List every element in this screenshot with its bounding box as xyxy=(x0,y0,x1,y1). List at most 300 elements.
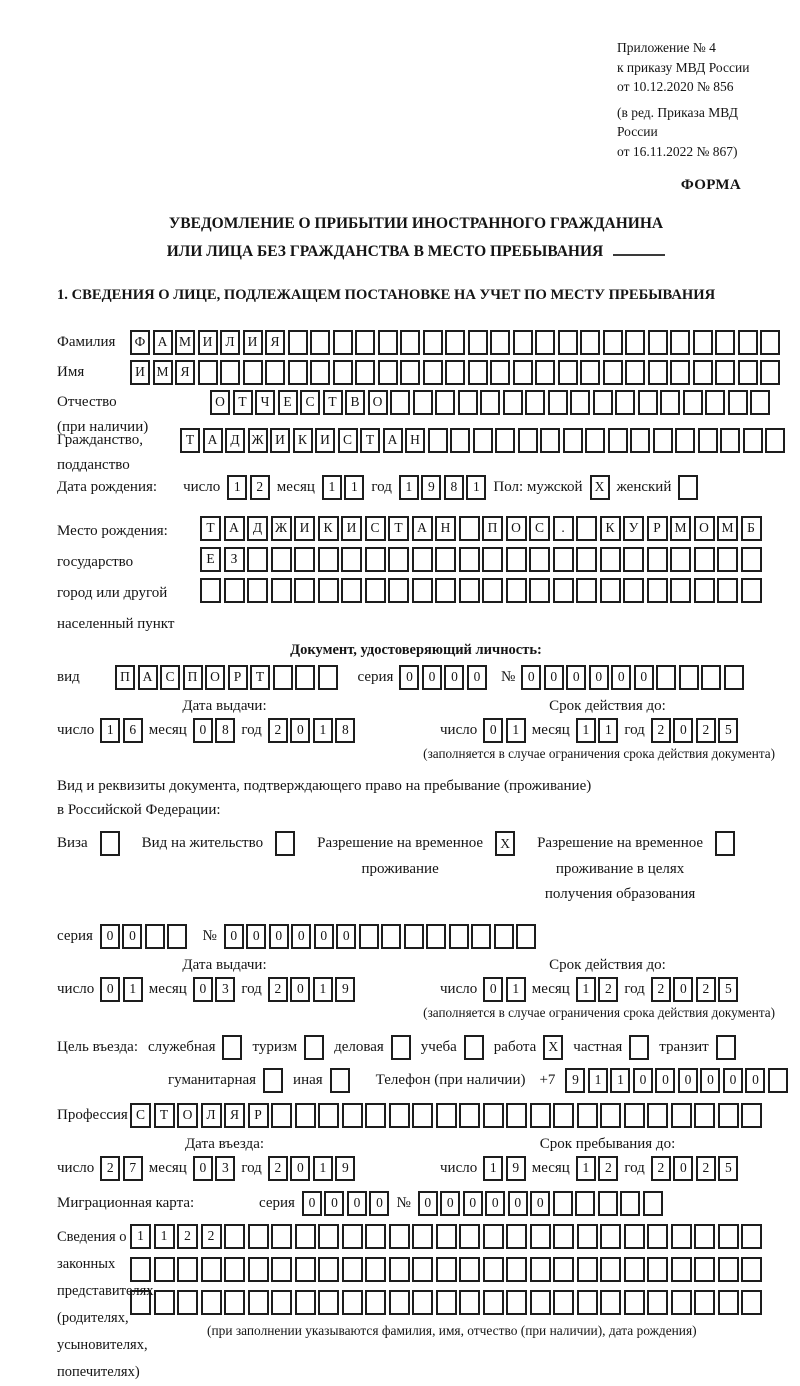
form-cell[interactable] xyxy=(341,547,362,572)
form-cell[interactable] xyxy=(220,360,240,385)
form-cell[interactable] xyxy=(167,924,187,949)
form-cell[interactable]: 1 xyxy=(123,977,143,1002)
form-cell[interactable] xyxy=(693,330,713,355)
form-cell[interactable]: О xyxy=(694,516,715,541)
form-cell[interactable]: 2 xyxy=(250,475,270,500)
form-cell[interactable] xyxy=(295,1224,316,1249)
form-cell[interactable]: 2 xyxy=(201,1224,222,1249)
form-cell[interactable] xyxy=(459,1224,480,1249)
form-cell[interactable] xyxy=(553,1103,574,1128)
form-cell[interactable]: О xyxy=(205,665,225,690)
form-cell[interactable] xyxy=(224,1224,245,1249)
form-cell[interactable]: X xyxy=(543,1035,563,1060)
form-cell[interactable]: 0 xyxy=(193,718,213,743)
form-cell[interactable]: Н xyxy=(405,428,425,453)
form-cell[interactable] xyxy=(738,330,758,355)
form-cell[interactable] xyxy=(243,360,263,385)
form-cell[interactable]: А xyxy=(138,665,158,690)
form-cell[interactable] xyxy=(529,547,550,572)
form-cell[interactable] xyxy=(288,360,308,385)
form-cell[interactable] xyxy=(715,330,735,355)
form-cell[interactable] xyxy=(553,547,574,572)
form-cell[interactable] xyxy=(506,1290,527,1315)
form-cell[interactable] xyxy=(670,330,690,355)
form-cell[interactable] xyxy=(506,1257,527,1282)
form-cell[interactable]: 1 xyxy=(130,1224,151,1249)
form-cell[interactable] xyxy=(553,1290,574,1315)
form-cell[interactable] xyxy=(624,1224,645,1249)
form-cell[interactable] xyxy=(271,547,292,572)
form-cell[interactable]: . xyxy=(553,516,574,541)
form-cell[interactable]: 0 xyxy=(673,977,693,1002)
form-cell[interactable] xyxy=(201,1257,222,1282)
form-cell[interactable] xyxy=(576,547,597,572)
form-cell[interactable]: 1 xyxy=(313,1156,333,1181)
form-cell[interactable] xyxy=(648,330,668,355)
form-cell[interactable]: 2 xyxy=(696,977,716,1002)
form-cell[interactable]: И xyxy=(315,428,335,453)
form-cell[interactable] xyxy=(342,1257,363,1282)
form-cell[interactable] xyxy=(458,390,478,415)
form-cell[interactable]: 2 xyxy=(177,1224,198,1249)
form-cell[interactable]: 0 xyxy=(633,1068,653,1093)
form-cell[interactable] xyxy=(100,831,120,856)
form-cell[interactable] xyxy=(412,1290,433,1315)
form-cell[interactable] xyxy=(365,1290,386,1315)
form-cell[interactable]: 0 xyxy=(193,1156,213,1181)
form-cell[interactable]: А xyxy=(412,516,433,541)
form-cell[interactable]: 1 xyxy=(313,718,333,743)
form-cell[interactable]: 0 xyxy=(483,718,503,743)
form-cell[interactable] xyxy=(580,330,600,355)
form-cell[interactable] xyxy=(381,924,401,949)
form-cell[interactable]: Ч xyxy=(255,390,275,415)
form-cell[interactable]: 1 xyxy=(576,718,596,743)
form-cell[interactable]: А xyxy=(383,428,403,453)
form-cell[interactable] xyxy=(436,1257,457,1282)
form-cell[interactable] xyxy=(201,1290,222,1315)
form-cell[interactable]: 1 xyxy=(483,1156,503,1181)
form-cell[interactable] xyxy=(577,1224,598,1249)
form-cell[interactable] xyxy=(760,360,780,385)
form-cell[interactable]: 0 xyxy=(678,1068,698,1093)
form-cell[interactable] xyxy=(450,428,470,453)
form-cell[interactable]: Л xyxy=(201,1103,222,1128)
form-cell[interactable] xyxy=(318,1103,339,1128)
form-cell[interactable] xyxy=(341,578,362,603)
form-cell[interactable] xyxy=(553,578,574,603)
form-cell[interactable] xyxy=(660,390,680,415)
form-cell[interactable] xyxy=(647,578,668,603)
form-cell[interactable] xyxy=(513,330,533,355)
form-cell[interactable]: С xyxy=(338,428,358,453)
form-cell[interactable] xyxy=(391,1035,411,1060)
form-cell[interactable] xyxy=(359,924,379,949)
form-cell[interactable] xyxy=(585,428,605,453)
form-cell[interactable] xyxy=(342,1224,363,1249)
form-cell[interactable] xyxy=(530,1257,551,1282)
form-cell[interactable] xyxy=(400,360,420,385)
form-cell[interactable] xyxy=(741,1290,762,1315)
form-cell[interactable]: Р xyxy=(228,665,248,690)
form-cell[interactable] xyxy=(576,516,597,541)
form-cell[interactable] xyxy=(483,1224,504,1249)
form-cell[interactable]: 3 xyxy=(215,977,235,1002)
form-cell[interactable] xyxy=(330,1068,350,1093)
form-cell[interactable] xyxy=(435,547,456,572)
form-cell[interactable]: 0 xyxy=(566,665,586,690)
form-cell[interactable] xyxy=(670,547,691,572)
form-cell[interactable] xyxy=(600,547,621,572)
form-cell[interactable] xyxy=(288,330,308,355)
form-cell[interactable] xyxy=(378,360,398,385)
form-cell[interactable]: 1 xyxy=(610,1068,630,1093)
form-cell[interactable]: 1 xyxy=(100,718,120,743)
form-cell[interactable]: В xyxy=(345,390,365,415)
form-cell[interactable] xyxy=(670,360,690,385)
form-cell[interactable] xyxy=(580,360,600,385)
form-cell[interactable] xyxy=(698,428,718,453)
form-cell[interactable] xyxy=(318,665,338,690)
form-cell[interactable] xyxy=(333,360,353,385)
form-cell[interactable]: Т xyxy=(200,516,221,541)
form-cell[interactable]: 1 xyxy=(399,475,419,500)
form-cell[interactable] xyxy=(248,1257,269,1282)
form-cell[interactable]: X xyxy=(495,831,515,856)
form-cell[interactable]: 2 xyxy=(268,977,288,1002)
form-cell[interactable] xyxy=(671,1257,692,1282)
form-cell[interactable]: 2 xyxy=(696,1156,716,1181)
form-cell[interactable]: Я xyxy=(265,330,285,355)
form-cell[interactable] xyxy=(483,1103,504,1128)
form-cell[interactable]: 0 xyxy=(634,665,654,690)
form-cell[interactable]: 0 xyxy=(290,718,310,743)
form-cell[interactable] xyxy=(389,1257,410,1282)
form-cell[interactable]: И xyxy=(341,516,362,541)
form-cell[interactable] xyxy=(355,330,375,355)
form-cell[interactable] xyxy=(653,428,673,453)
form-cell[interactable] xyxy=(678,475,698,500)
form-cell[interactable]: 1 xyxy=(154,1224,175,1249)
form-cell[interactable] xyxy=(647,1103,668,1128)
form-cell[interactable]: 1 xyxy=(588,1068,608,1093)
form-cell[interactable]: Д xyxy=(247,516,268,541)
form-cell[interactable] xyxy=(718,1257,739,1282)
form-cell[interactable]: 1 xyxy=(576,977,596,1002)
form-cell[interactable] xyxy=(671,1290,692,1315)
form-cell[interactable]: Т xyxy=(388,516,409,541)
form-cell[interactable]: 1 xyxy=(506,977,526,1002)
form-cell[interactable] xyxy=(389,1290,410,1315)
form-cell[interactable]: Р xyxy=(248,1103,269,1128)
form-cell[interactable]: Т xyxy=(360,428,380,453)
form-cell[interactable] xyxy=(506,1103,527,1128)
form-cell[interactable] xyxy=(506,547,527,572)
form-cell[interactable]: 1 xyxy=(466,475,486,500)
form-cell[interactable] xyxy=(563,428,583,453)
form-cell[interactable] xyxy=(388,578,409,603)
form-cell[interactable]: 0 xyxy=(673,718,693,743)
form-cell[interactable]: 7 xyxy=(123,1156,143,1181)
form-cell[interactable]: Ф xyxy=(130,330,150,355)
form-cell[interactable]: 0 xyxy=(589,665,609,690)
form-cell[interactable]: Ж xyxy=(248,428,268,453)
form-cell[interactable] xyxy=(389,1103,410,1128)
form-cell[interactable] xyxy=(247,547,268,572)
form-cell[interactable]: 0 xyxy=(246,924,266,949)
form-cell[interactable] xyxy=(473,428,493,453)
form-cell[interactable]: 0 xyxy=(611,665,631,690)
form-cell[interactable] xyxy=(743,428,763,453)
form-cell[interactable] xyxy=(483,1257,504,1282)
form-cell[interactable] xyxy=(468,360,488,385)
form-cell[interactable]: 0 xyxy=(467,665,487,690)
form-cell[interactable] xyxy=(647,1257,668,1282)
form-cell[interactable] xyxy=(304,1035,324,1060)
form-cell[interactable] xyxy=(388,547,409,572)
form-cell[interactable] xyxy=(318,578,339,603)
form-cell[interactable] xyxy=(271,1257,292,1282)
form-cell[interactable]: 0 xyxy=(508,1191,528,1216)
form-cell[interactable]: О xyxy=(368,390,388,415)
form-cell[interactable] xyxy=(768,1068,788,1093)
form-cell[interactable]: 8 xyxy=(215,718,235,743)
form-cell[interactable] xyxy=(482,578,503,603)
form-cell[interactable]: Я xyxy=(224,1103,245,1128)
form-cell[interactable] xyxy=(525,390,545,415)
form-cell[interactable]: Е xyxy=(200,547,221,572)
form-cell[interactable]: 0 xyxy=(723,1068,743,1093)
form-cell[interactable] xyxy=(333,330,353,355)
form-cell[interactable] xyxy=(593,390,613,415)
form-cell[interactable]: И xyxy=(198,330,218,355)
form-cell[interactable]: З xyxy=(224,547,245,572)
form-cell[interactable] xyxy=(603,360,623,385)
form-cell[interactable]: 1 xyxy=(598,718,618,743)
form-cell[interactable]: 0 xyxy=(122,924,142,949)
form-cell[interactable]: М xyxy=(175,330,195,355)
form-cell[interactable] xyxy=(495,428,515,453)
form-cell[interactable]: 0 xyxy=(347,1191,367,1216)
form-cell[interactable]: 2 xyxy=(598,977,618,1002)
form-cell[interactable]: 0 xyxy=(100,924,120,949)
form-cell[interactable]: 1 xyxy=(576,1156,596,1181)
form-cell[interactable]: 1 xyxy=(313,977,333,1002)
form-cell[interactable] xyxy=(715,831,735,856)
form-cell[interactable]: 9 xyxy=(421,475,441,500)
form-cell[interactable]: Я xyxy=(175,360,195,385)
form-cell[interactable] xyxy=(224,1257,245,1282)
form-cell[interactable] xyxy=(271,1103,292,1128)
form-cell[interactable]: П xyxy=(183,665,203,690)
form-cell[interactable] xyxy=(647,1224,668,1249)
form-cell[interactable]: 8 xyxy=(444,475,464,500)
form-cell[interactable] xyxy=(679,665,699,690)
form-cell[interactable] xyxy=(535,330,555,355)
form-cell[interactable] xyxy=(608,428,628,453)
form-cell[interactable]: М xyxy=(717,516,738,541)
form-cell[interactable]: Т xyxy=(233,390,253,415)
form-cell[interactable]: 2 xyxy=(268,1156,288,1181)
form-cell[interactable] xyxy=(389,1224,410,1249)
form-cell[interactable] xyxy=(577,1103,598,1128)
form-cell[interactable]: 0 xyxy=(193,977,213,1002)
form-cell[interactable]: И xyxy=(130,360,150,385)
form-cell[interactable]: 0 xyxy=(324,1191,344,1216)
form-cell[interactable] xyxy=(436,1224,457,1249)
form-cell[interactable] xyxy=(295,665,315,690)
form-cell[interactable]: И xyxy=(294,516,315,541)
form-cell[interactable] xyxy=(671,1224,692,1249)
form-cell[interactable]: 9 xyxy=(506,1156,526,1181)
form-cell[interactable]: 0 xyxy=(745,1068,765,1093)
form-cell[interactable]: 2 xyxy=(100,1156,120,1181)
form-cell[interactable]: 0 xyxy=(700,1068,720,1093)
form-cell[interactable] xyxy=(294,578,315,603)
form-cell[interactable] xyxy=(390,390,410,415)
form-cell[interactable] xyxy=(459,1290,480,1315)
form-cell[interactable] xyxy=(503,390,523,415)
form-cell[interactable] xyxy=(506,1224,527,1249)
form-cell[interactable] xyxy=(576,578,597,603)
form-cell[interactable]: С xyxy=(130,1103,151,1128)
form-cell[interactable] xyxy=(449,924,469,949)
form-cell[interactable] xyxy=(271,1224,292,1249)
form-cell[interactable] xyxy=(490,330,510,355)
form-cell[interactable] xyxy=(318,1224,339,1249)
form-cell[interactable] xyxy=(412,1257,433,1282)
form-cell[interactable] xyxy=(423,330,443,355)
form-cell[interactable]: К xyxy=(318,516,339,541)
form-cell[interactable]: И xyxy=(243,330,263,355)
form-cell[interactable] xyxy=(494,924,514,949)
form-cell[interactable] xyxy=(648,360,668,385)
form-cell[interactable]: Т xyxy=(323,390,343,415)
form-cell[interactable]: Р xyxy=(647,516,668,541)
form-cell[interactable] xyxy=(295,1103,316,1128)
form-cell[interactable] xyxy=(318,547,339,572)
form-cell[interactable]: 0 xyxy=(655,1068,675,1093)
form-cell[interactable] xyxy=(145,924,165,949)
form-cell[interactable] xyxy=(271,578,292,603)
form-cell[interactable] xyxy=(459,1103,480,1128)
form-cell[interactable]: 0 xyxy=(399,665,419,690)
form-cell[interactable] xyxy=(400,330,420,355)
form-cell[interactable] xyxy=(570,390,590,415)
form-cell[interactable]: 0 xyxy=(302,1191,322,1216)
form-cell[interactable]: 9 xyxy=(335,1156,355,1181)
form-cell[interactable] xyxy=(177,1290,198,1315)
form-cell[interactable]: 0 xyxy=(224,924,244,949)
form-cell[interactable]: 2 xyxy=(598,1156,618,1181)
form-cell[interactable]: 2 xyxy=(268,718,288,743)
form-cell[interactable] xyxy=(694,547,715,572)
form-cell[interactable] xyxy=(263,1068,283,1093)
form-cell[interactable]: А xyxy=(153,330,173,355)
form-cell[interactable] xyxy=(600,1290,621,1315)
form-cell[interactable]: 1 xyxy=(227,475,247,500)
form-cell[interactable]: 0 xyxy=(290,1156,310,1181)
form-cell[interactable] xyxy=(530,1103,551,1128)
form-cell[interactable] xyxy=(705,390,725,415)
form-cell[interactable]: X xyxy=(590,475,610,500)
form-cell[interactable] xyxy=(716,1035,736,1060)
form-cell[interactable] xyxy=(310,330,330,355)
form-cell[interactable] xyxy=(717,578,738,603)
form-cell[interactable]: 0 xyxy=(463,1191,483,1216)
form-cell[interactable] xyxy=(365,1224,386,1249)
form-cell[interactable] xyxy=(738,360,758,385)
form-cell[interactable]: 5 xyxy=(718,977,738,1002)
form-cell[interactable] xyxy=(459,578,480,603)
form-cell[interactable] xyxy=(248,1224,269,1249)
form-cell[interactable] xyxy=(428,428,448,453)
form-cell[interactable] xyxy=(623,578,644,603)
form-cell[interactable] xyxy=(694,578,715,603)
form-cell[interactable]: 2 xyxy=(651,718,671,743)
form-cell[interactable]: С xyxy=(365,516,386,541)
form-cell[interactable] xyxy=(548,390,568,415)
form-cell[interactable] xyxy=(675,428,695,453)
form-cell[interactable]: У xyxy=(623,516,644,541)
form-cell[interactable] xyxy=(741,1103,762,1128)
form-cell[interactable] xyxy=(265,360,285,385)
form-cell[interactable] xyxy=(318,1257,339,1282)
form-cell[interactable]: 9 xyxy=(335,977,355,1002)
form-cell[interactable]: С xyxy=(160,665,180,690)
form-cell[interactable] xyxy=(365,1103,386,1128)
form-cell[interactable] xyxy=(577,1290,598,1315)
form-cell[interactable]: 3 xyxy=(215,1156,235,1181)
form-cell[interactable] xyxy=(198,360,218,385)
form-cell[interactable]: 0 xyxy=(290,977,310,1002)
form-cell[interactable]: 0 xyxy=(440,1191,460,1216)
form-cell[interactable]: 0 xyxy=(291,924,311,949)
form-cell[interactable] xyxy=(600,1257,621,1282)
form-cell[interactable]: 0 xyxy=(444,665,464,690)
form-cell[interactable] xyxy=(625,330,645,355)
form-cell[interactable] xyxy=(480,390,500,415)
form-cell[interactable]: 0 xyxy=(544,665,564,690)
form-cell[interactable] xyxy=(620,1191,640,1216)
form-cell[interactable]: К xyxy=(293,428,313,453)
form-cell[interactable] xyxy=(365,547,386,572)
form-cell[interactable]: 0 xyxy=(485,1191,505,1216)
form-cell[interactable] xyxy=(516,924,536,949)
form-cell[interactable] xyxy=(436,1290,457,1315)
form-cell[interactable]: 0 xyxy=(483,977,503,1002)
form-cell[interactable] xyxy=(468,330,488,355)
form-cell[interactable]: 6 xyxy=(123,718,143,743)
form-cell[interactable] xyxy=(530,1224,551,1249)
form-cell[interactable] xyxy=(177,1257,198,1282)
form-cell[interactable] xyxy=(553,1224,574,1249)
form-cell[interactable] xyxy=(222,1035,242,1060)
form-cell[interactable]: Т xyxy=(180,428,200,453)
form-cell[interactable] xyxy=(530,1290,551,1315)
form-cell[interactable] xyxy=(694,1224,715,1249)
form-cell[interactable]: К xyxy=(600,516,621,541)
form-cell[interactable] xyxy=(671,1103,692,1128)
form-cell[interactable]: 9 xyxy=(565,1068,585,1093)
form-cell[interactable] xyxy=(247,578,268,603)
form-cell[interactable] xyxy=(490,360,510,385)
form-cell[interactable] xyxy=(445,360,465,385)
form-cell[interactable]: 8 xyxy=(335,718,355,743)
form-cell[interactable] xyxy=(535,360,555,385)
form-cell[interactable] xyxy=(513,360,533,385)
form-cell[interactable] xyxy=(600,578,621,603)
